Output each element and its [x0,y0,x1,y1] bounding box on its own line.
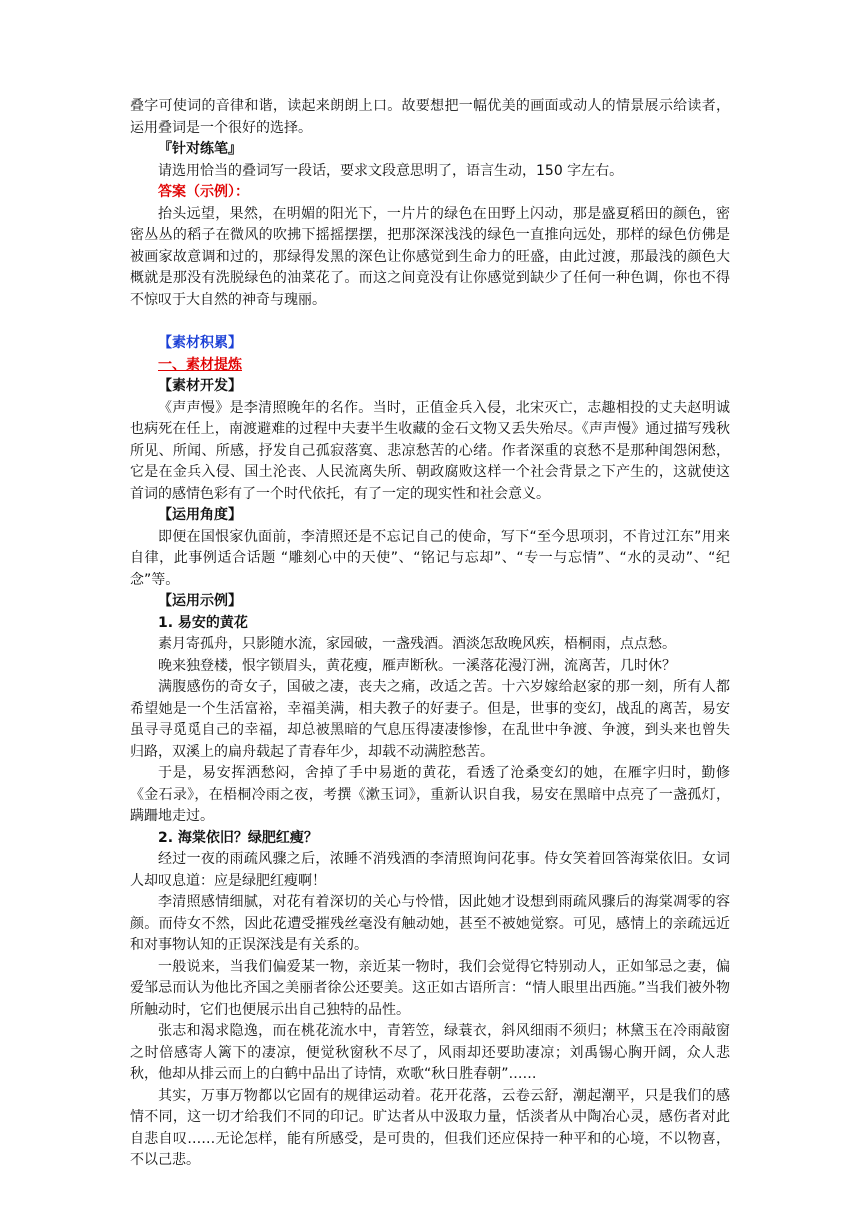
example1-paragraph: 晚来独登楼，恨字锁眉头，黄花瘦，雁声断秋。一溪落花漫汀洲，流离苦，几时休？ [158,657,676,674]
example-label: 【运用示例】 [158,593,242,609]
example1-title: 1. 易安的黄花 [158,614,248,631]
dev-text: 《声声慢》是李清照晚年的名作。当时，正值金兵入侵，北宋灭亡，志趣相投的丈夫赵明诚也病死在任上，南渡避难的过程中夫妻半生收藏的金石文物又丢失殆尽。《声声慢》通过描写残秋所见、所闻、所感，抒发自己孤寂落寞、悲凉愁苦的心绪。作者深重的哀愁不是那种闺怨闲愁，它是在金兵入侵、国土沦丧、人民流离失所、朝政腐败这样一个社会背景之下产生的，这就使这首词的感情色彩有了一个时代依托，有了一定的现实性和社会意义。 [130,399,730,502]
example2-paragraph: 张志和渴求隐逸，而在桃花流水中，青箬笠，绿蓑衣，斜风细雨不须归；林黛玉在冷雨敲窗之时倍感寄人篱下的凄凉，便觉秋窗秋不尽了，风雨却还要助凄凉；刘禹锡心胸开阔，众人悲秋，他却从排云而上的白鹤中品出了诗情，欢歌“秋日胜春朝”…… [130,1023,730,1082]
document-page [130,96,730,1172]
material-heading: 【素材积累】 [158,335,242,351]
intro-conclusion: 叠字可使词的音律和谐，读起来朗朗上口。故要想把一幅优美的画面或动人的情景展示给读者，运用叠词是一个很好的选择。 [130,98,730,136]
dev-label: 【素材开发】 [158,378,242,394]
example2-paragraph: 其实，万事万物都以它固有的规律运动着。花开花落，云卷云舒，潮起潮平，只是我们的感情不同，这一切才给我们不同的印记。旷达者从中汲取力量，恬淡者从中陶冶心灵，感伤者对此自悲自叹……无论怎样，能有所感受，是可贵的，但我们还应保持一种平和的心境，不以物喜，不以己悲。 [130,1087,730,1168]
example2-paragraph: 一般说来，当我们偏爱某一物，亲近某一物时，我们会觉得它特别动人，正如邹忌之妻，偏爱邹忌而认为他比齐国之美丽者徐公还要美。这正如古语所言：“情人眼里出西施。”当我们被外物所触动时，它们也便展示出自己独特的品性。 [130,958,730,1018]
example1-paragraph: 满腹感伤的奇女子，国破之凄，丧夫之痛，改适之苦。十六岁嫁给赵家的那一刻，所有人都希望她是一个生活富裕，幸福美满，相夫教子的好妻子。但是，世事的变幻，战乱的离苦，易安虽寻寻觅觅自己的幸福，却总被黑暗的气息压得凄凄惨惨，在乱世中争渡、争渡，到头来也曾失归路，双溪上的扁舟载起了青春年少，却载不动满腔愁苦。 [130,679,730,760]
answer-text: 抬头远望，果然，在明媚的阳光下，一片片的绿色在田野上闪动，那是盛夏稻田的颜色，密密丛丛的稻子在微风的吹拂下摇摇摆摆，把那深深浅浅的绿色一直推向远处，那样的绿色仿佛是被画家故意调和过的，那绿得发黑的深色让你感觉到生命力的旺盛，由此过渡，那最浅的颜色大概就是那没有洗脱绿色的油菜花了。而这之间竟没有让你感觉到缺少了任何一种色调，你也不得不惊叹于大自然的神奇与瑰丽。 [130,205,730,308]
practice-heading: 『针对练笔』 [158,141,242,157]
practice-prompt: 请选用恰当的叠词写一段话，要求文段意思明了，语言生动，150 字左右。 [158,162,624,179]
example1-paragraph: 素月寄孤舟，只影随水流，家园破，一盏残酒。酒淡怎敌晚风疾，梧桐雨，点点愁。 [158,636,676,652]
example1-paragraph: 于是，易安挥洒愁闷，舍掉了手中易逝的黄花，看透了沧桑变幻的她，在雁字归时，勤修《金石录》，在梧桐冷雨之夜，考撰《漱玉词》，重新认识自我，易安在黑暗中点亮了一盏孤灯，蹒跚地走过。 [130,765,730,824]
angle-text: 即便在国恨家仇面前，李清照还是不忘记自己的使命，写下“至今思项羽，不肯过江东”用来自律，此事例适合话题 “雕刻心中的天使”、“铭记与忘却”、“专一与忘情”、“水的灵动”、“纪念”等。 [130,528,730,588]
answer-label: 答案（示例）： [158,184,249,200]
example2-title: 2. 海棠依旧？绿肥红瘦？ [158,829,318,846]
spacer [130,311,730,333]
example2-paragraph: 经过一夜的雨疏风骤之后，浓睡不消残酒的李清照询问花事。侍女笑着回答海棠依旧。女词人却叹息道：应是绿肥红瘦啊！ [130,851,730,889]
angle-label: 【运用角度】 [158,507,242,523]
example2-paragraph: 李清照感情细腻，对花有着深切的关心与怜惜，因此她才设想到雨疏风骤后的海棠凋零的容颜。而侍女不然，因此花遭受摧残丝毫没有触动她，甚至不被她觉察。可见，感情上的亲疏远近和对事物认知的正误深浅是有关系的。 [130,894,730,953]
section-title: 一、素材提炼 [158,356,242,373]
